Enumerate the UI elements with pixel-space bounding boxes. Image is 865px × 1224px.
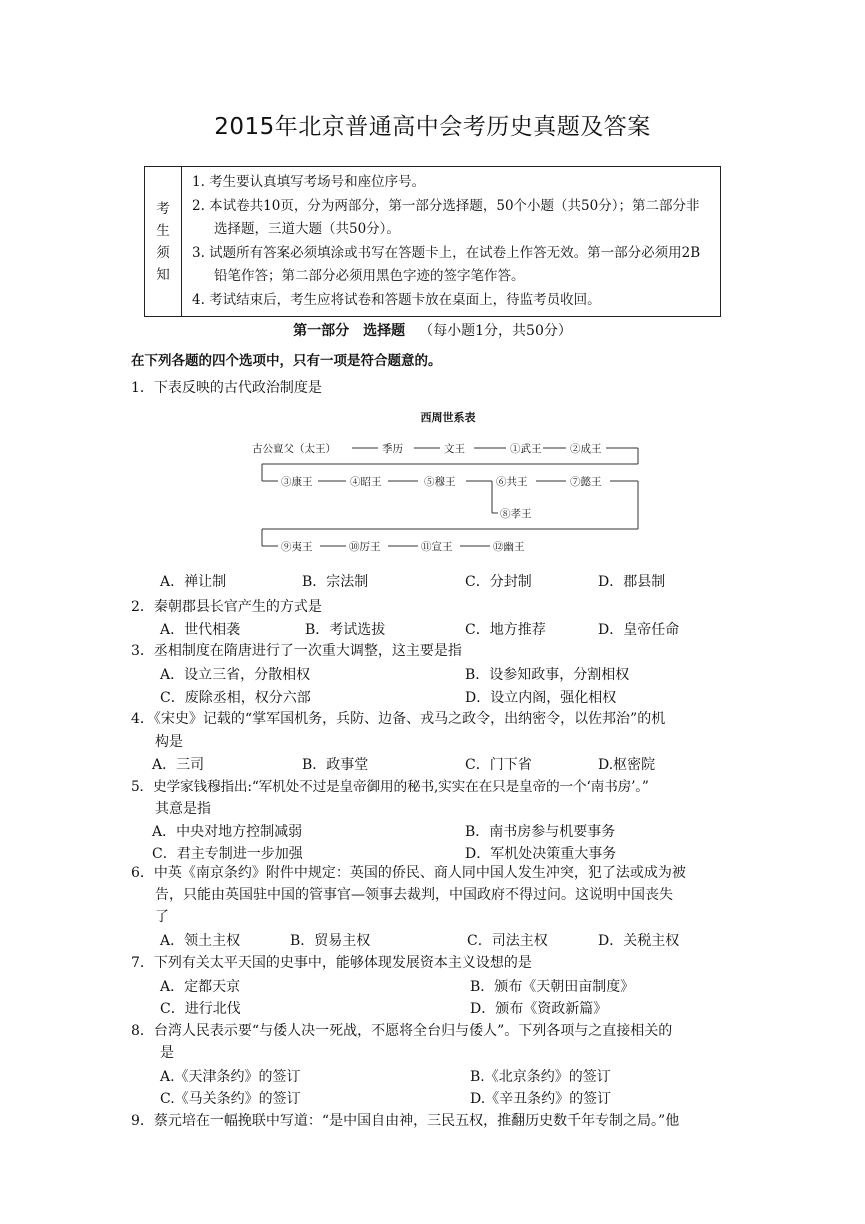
question-5-stem-cont: 其意是指 [155,801,211,817]
option-a[interactable]: A．中央对地方控制减弱 [152,824,303,840]
question-6-stem: 6．中英《南京条约》附件中规定：英国的侨民、商人同中国人发生冲突，犯了法或成为被 [131,865,686,881]
part-heading [0,320,865,340]
diagram-node: ⑦懿王 [570,476,602,488]
option-d[interactable]: D．皇帝任命 [598,622,680,638]
part-name: 第一部分 [293,323,350,339]
diagram-node: 季历 [382,443,403,455]
diagram-node: ⑫幽王 [493,541,525,553]
question-1-stem: 1．下表反映的古代政治制度是 [131,380,322,396]
option-a[interactable]: A．世代相袭 [160,622,241,638]
option-c[interactable]: C．进行北伐 [160,1001,241,1017]
question-3-stem: 3．丞相制度在隋唐进行了一次重大调整，这主要是指 [131,643,462,659]
question-6-stem-cont: 了 [155,909,169,925]
option-c[interactable]: C．门下省 [465,757,532,773]
option-b[interactable]: B.《北京条约》的签订 [470,1069,611,1085]
option-c[interactable]: C．废除丞相，权分六部 [160,690,311,706]
option-b[interactable]: B．宗法制 [302,574,369,590]
diagram-node: ⑪宣王 [421,541,453,553]
option-b[interactable]: B．颁布《天朝田亩制度》 [470,979,635,995]
diagram-node: ⑧孝王 [500,508,532,520]
notice-item: 2. 本试卷共10页，分为两部分，第一部分选择题，50个小题（共50分）；第二部分非选择题，三道大题（共50分）。 [192,197,700,237]
option-a[interactable]: A．禅让制 [160,574,227,590]
diagram-node: ①武王 [510,443,542,455]
question-5-stem: 5．史学家钱穆指出:“军机处不过是皇帝御用的秘书,实实在在只是皇帝的一个‘南书房’。” [131,779,649,795]
option-d[interactable]: D．军机处决策重大事务 [465,846,617,862]
notice-item: 1. 考生要认真填写考场号和座位序号。 [192,174,426,190]
option-c[interactable]: C．司法主权 [467,933,548,949]
western-zhou-lineage-diagram [248,403,648,563]
option-c[interactable]: C．地方推荐 [465,622,546,638]
option-a[interactable]: A.《天津条约》的签订 [160,1069,301,1085]
option-d[interactable]: D．郡县制 [598,574,666,590]
notice-items [182,167,721,317]
option-d[interactable]: D.《辛丑条约》的签订 [470,1091,612,1107]
question-4-stem: 4．《宋史》记载的“掌军国机务，兵防、边备、戎马之政令，出纳密令，以佐邦治”的机 [131,711,666,727]
diagram-node: ⑤穆王 [424,476,456,488]
option-b[interactable]: B．设参知政事，分割相权 [465,667,630,683]
page-title: 2015年北京普通高中会考历史真题及答案 [214,114,651,140]
option-a[interactable]: A．设立三省，分散相权 [160,667,311,683]
notice-item: 4. 考试结束后，考生应将试卷和答题卡放在桌面上，待监考员收回。 [192,291,601,308]
diagram-node: ④昭王 [350,476,382,488]
option-c[interactable]: C．分封制 [465,574,532,590]
option-c[interactable]: C.《马关条约》的签订 [160,1091,301,1107]
option-a[interactable]: A．领土主权 [160,933,241,949]
option-d[interactable]: D．关税主权 [598,933,680,949]
option-a[interactable]: A．定都天京 [160,979,241,995]
exam-notice-box [144,166,721,317]
question-4-stem-cont: 构是 [155,734,183,750]
option-b[interactable]: B．贸易主权 [290,933,371,949]
question-9-stem: 9．蔡元培在一幅挽联中写道：“是中国自由神，三民五权，推翻历史数千年专制之局。”他 [131,1113,680,1129]
diagram-node: ③康王 [281,476,313,488]
question-8-stem-cont: 是 [160,1045,174,1061]
question-6-stem-cont: 告，只能由英国驻中国的管事官—领事去裁判，中国政府不得过问。这说明中国丧失 [155,887,673,903]
option-c[interactable]: C．君主专制进一步加强 [152,846,303,862]
diagram-node: ⑨夷王 [281,541,313,553]
diagram-node: ②成王 [570,443,602,455]
option-b[interactable]: B．考试选拔 [305,622,386,638]
question-2-stem: 2．秦朝郡县长官产生的方式是 [131,599,322,615]
option-a[interactable]: A．三司 [152,757,205,773]
question-8-stem: 8．台湾人民表示要“与倭人决一死战，不愿将全台归与倭人”。下列各项与之直接相关的 [131,1023,673,1039]
diagram-node: ⑩厉王 [349,541,381,553]
diagram-node: ⑥共王 [496,476,528,488]
diagram-node: 古公亶父（太王） [252,443,336,455]
option-b[interactable]: B．南书房参与机要事务 [465,824,616,840]
part-note: （每小题1分，共50分） [419,323,572,339]
notice-item: 3. 试题所有答案必须填涂或书写在答题卡上，在试卷上作答无效。第一部分必须用2B铅笔作答；第二部分必须用黑色字迹的签字笔作答。 [192,244,701,284]
option-d[interactable]: D．设立内阁，强化相权 [465,690,617,706]
diagram-node: 文王 [444,443,465,455]
option-d[interactable]: D.枢密院 [598,757,656,773]
diagram-title: 西周世系表 [420,411,476,424]
part-type: 选择题 [363,323,406,339]
option-b[interactable]: B．政事堂 [302,757,369,773]
instruction: 在下列各题的四个选项中，只有一项是符合题意的。 [131,353,442,369]
option-d[interactable]: D．颁布《资政新篇》 [470,1001,608,1017]
notice-label: 考 生 须 知 [145,167,182,317]
question-7-stem: 7．下列有关太平天国的史事中，能够体现发展资本主义设想的是 [131,955,532,971]
